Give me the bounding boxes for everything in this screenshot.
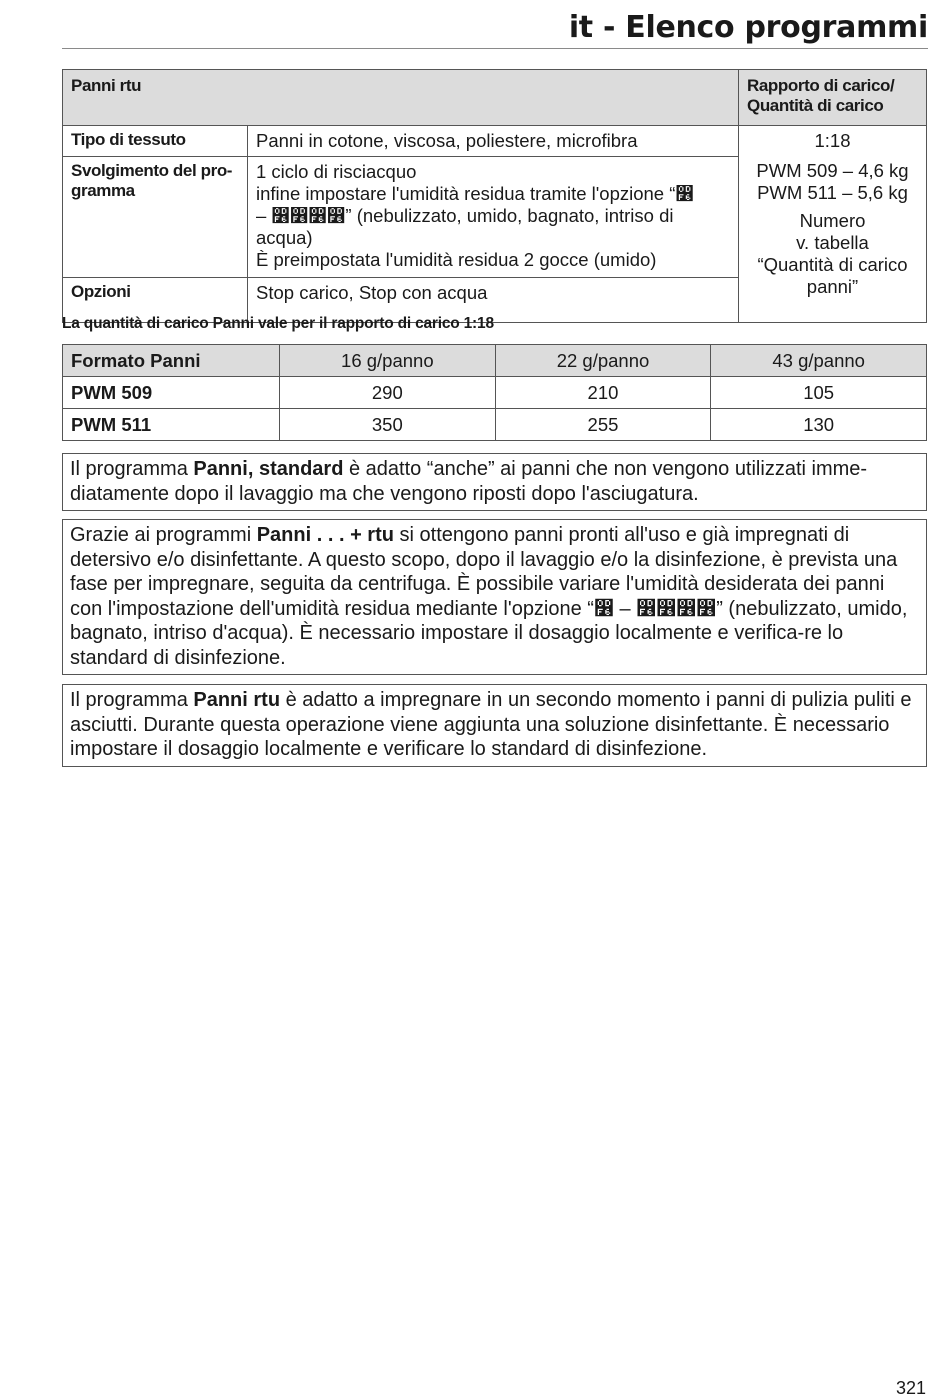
ratio-header-line1: Rapporto di carico/: [747, 76, 895, 95]
format-header-16: 16 g/panno: [280, 345, 496, 377]
format-table: [62, 344, 927, 441]
format-header-22: 22 g/panno: [495, 345, 711, 377]
program-name: Panni rtu: [63, 70, 739, 126]
info-box-rtu-programs: [62, 519, 927, 675]
ratio-header-line2: Quantità di carico: [747, 96, 884, 115]
program-table-header: [63, 70, 927, 126]
ratio-header: [739, 70, 927, 126]
fabric-type-label: Tipo di tessuto: [63, 126, 248, 157]
info-box-panni-rtu: [62, 684, 927, 767]
model-label: PWM 511: [63, 409, 280, 441]
table-row: [63, 126, 927, 157]
sequence-line: infine impostare l'umidità residua tramite l'opzione “෶: [256, 183, 694, 204]
see-table-line1: Numero: [799, 210, 866, 231]
sequence-line: È preimpostata l'umidità residua 2 gocce (umido): [256, 249, 657, 270]
format-table-header: [63, 345, 927, 377]
table-cell: 350: [280, 409, 496, 441]
load-ratio-cell: [739, 126, 927, 323]
program-sequence-label: [63, 157, 248, 278]
table-row: [63, 409, 927, 441]
sequence-line: 1 ciclo di risciacquo: [256, 161, 417, 182]
program-name-bold: Panni, standard: [193, 458, 344, 480]
format-header-label: Formato Panni: [63, 345, 280, 377]
table-cell: 130: [711, 409, 927, 441]
info-text: Grazie ai programmi: [70, 524, 257, 546]
info-text: Il programma: [70, 689, 194, 711]
info-box-standard: [62, 453, 927, 511]
options-value: Stop carico, Stop con acqua: [248, 278, 739, 323]
info-text: Il programma: [70, 458, 194, 480]
program-sequence-label-line1: Svolgimento del pro-: [71, 161, 233, 180]
info-text: è adatto a impregnare in un secondo momento i panni di pulizia puliti e asciutti. Durante questa operazione viene aggiunta una soluzione disinfettante. È necessario impostare il dosaggio localmente e verificare lo standard di disinfezione.: [70, 689, 912, 760]
see-table-line4: panni”: [806, 276, 859, 297]
info-text: è adatto “anche” ai panni che non vengono utilizzati imme-diatamente dopo il lavaggio ma che vengono riposti dopo l'asciugatura.: [70, 458, 868, 505]
page-title: it - Elenco programmi: [568, 10, 928, 45]
table-row: [63, 377, 927, 409]
program-name-bold: Panni rtu: [193, 689, 281, 711]
model-label: PWM 509: [63, 377, 280, 409]
load-pwm509: PWM 509 – 4,6 kg: [756, 160, 909, 181]
see-table-line2: v. tabella: [796, 232, 869, 253]
load-ratio: 1:18: [814, 130, 851, 151]
program-sequence-label-line2: gramma: [71, 181, 135, 200]
see-table-line3: “Quantità di carico: [757, 254, 908, 275]
program-sequence-value: [248, 157, 739, 278]
sequence-line: – ෶෶෶෶” (nebulizzato, umido, bagnato, intriso di acqua): [256, 205, 674, 248]
page-number: 321: [895, 1378, 926, 1398]
table-cell: 210: [495, 377, 711, 409]
format-header-43: 43 g/panno: [711, 345, 927, 377]
table-cell: 290: [280, 377, 496, 409]
program-table: [62, 69, 927, 323]
info-text: si ottengono panni pronti all'uso e già impregnati di detersivo e/o disinfettante. A questo scopo, dopo il lavaggio e/o la disinfezione, è prevista una fase per impregnare, seguita da centrifuga. È possibile variare l'umidità desiderata dei panni con l'impostazione dell'umidità residua mediante l'opzione “෶ – ෶෶෶෶” (nebulizzato, umido, bagnato, intriso d'acqua). È necessario impostare il dosaggio localmente e verifica-re lo standard di disinfezione.: [70, 524, 908, 669]
load-pwm511: PWM 511 – 5,6 kg: [757, 182, 908, 203]
header-divider: [62, 48, 928, 49]
options-label: Opzioni: [63, 278, 248, 323]
program-name-bold: Panni . . . + rtu: [256, 524, 394, 546]
fabric-type-value: Panni in cotone, viscosa, poliestere, microfibra: [248, 126, 739, 157]
table-cell: 255: [495, 409, 711, 441]
table-cell: 105: [711, 377, 927, 409]
load-note: La quantità di carico Panni vale per il rapporto di carico 1:18: [62, 315, 494, 332]
